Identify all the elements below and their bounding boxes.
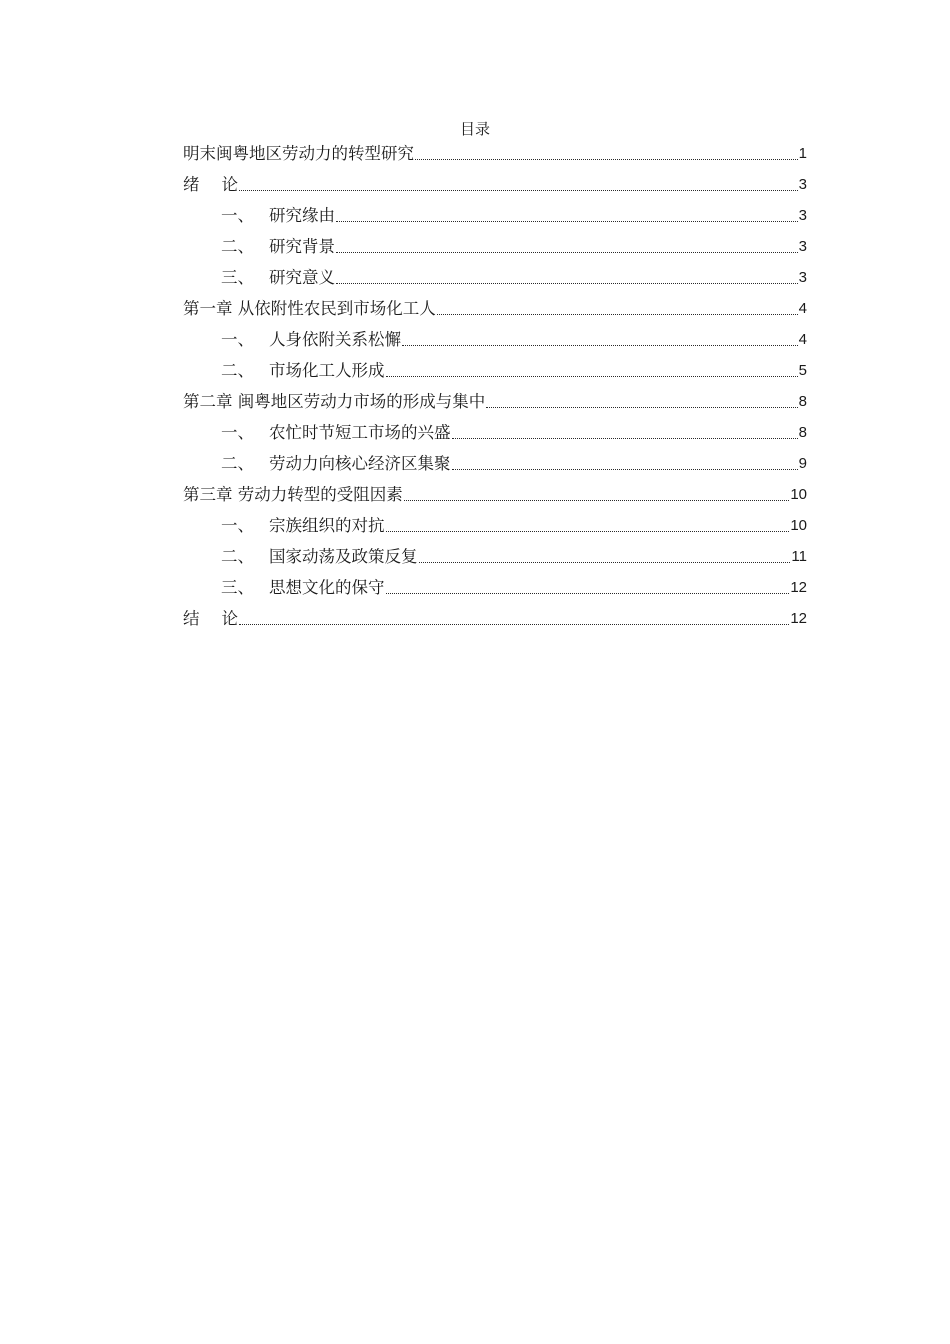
dot-leader bbox=[336, 231, 798, 262]
toc-page-number: 10 bbox=[790, 517, 807, 534]
toc-subentry[interactable] bbox=[183, 417, 807, 448]
dot-leader bbox=[452, 448, 798, 479]
dot-leader bbox=[437, 293, 798, 324]
toc-entry-marker: 一、 bbox=[221, 516, 254, 535]
toc-entry-conclusion[interactable] bbox=[183, 603, 807, 634]
toc-entry-label: 宗族组织的对抗 bbox=[269, 516, 385, 535]
toc-entry-label-part: 绪 bbox=[183, 175, 222, 194]
dot-leader bbox=[415, 138, 798, 169]
toc-entry-marker: 一、 bbox=[221, 206, 254, 225]
toc-entry-marker: 二、 bbox=[221, 454, 254, 473]
toc-page-number: 3 bbox=[798, 176, 807, 193]
toc-page-number: 8 bbox=[798, 424, 807, 441]
toc-entry-title[interactable] bbox=[183, 138, 807, 169]
toc-subentry[interactable] bbox=[183, 448, 807, 479]
toc-subentry[interactable] bbox=[183, 324, 807, 355]
toc-entry-label: 第一章 从依附性农民到市场化工人 bbox=[183, 299, 436, 318]
toc-subentry[interactable] bbox=[183, 200, 807, 231]
dot-leader bbox=[336, 262, 798, 293]
toc-page-number: 11 bbox=[791, 548, 807, 565]
dot-leader bbox=[239, 603, 789, 634]
toc-entry-marker: 二、 bbox=[221, 547, 254, 566]
toc-page-number: 3 bbox=[798, 207, 807, 224]
toc-entry-label: 国家动荡及政策反复 bbox=[269, 547, 418, 566]
dot-leader bbox=[419, 541, 791, 572]
toc-entry-marker: 一、 bbox=[221, 330, 254, 349]
toc-entry-marker: 二、 bbox=[221, 237, 254, 256]
dot-leader bbox=[452, 417, 798, 448]
toc-subentry[interactable] bbox=[183, 262, 807, 293]
toc-page-number: 4 bbox=[798, 300, 807, 317]
toc-subentry[interactable] bbox=[183, 510, 807, 541]
toc-subentry[interactable] bbox=[183, 541, 807, 572]
toc-entry-label: 市场化工人形成 bbox=[269, 361, 385, 380]
toc-entry-label: 农忙时节短工市场的兴盛 bbox=[269, 423, 451, 442]
toc-entry-marker: 三、 bbox=[221, 268, 254, 287]
toc-page-number: 8 bbox=[798, 393, 807, 410]
toc-page-number: 10 bbox=[790, 486, 807, 503]
toc-entry-introduction[interactable] bbox=[183, 169, 807, 200]
toc-subentry[interactable] bbox=[183, 231, 807, 262]
toc-page-number: 4 bbox=[798, 331, 807, 348]
toc-entry-label: 思想文化的保守 bbox=[269, 578, 385, 597]
toc-page-number: 12 bbox=[790, 610, 807, 627]
toc-page-number: 5 bbox=[798, 362, 807, 379]
toc-entry-label: 人身依附关系松懈 bbox=[269, 330, 401, 349]
toc-page-number: 3 bbox=[798, 238, 807, 255]
toc-entry-label: 第三章 劳动力转型的受阻因素 bbox=[183, 485, 403, 504]
toc-entry-label: 劳动力向核心经济区集聚 bbox=[269, 454, 451, 473]
toc-page-number: 3 bbox=[798, 269, 807, 286]
dot-leader bbox=[386, 572, 790, 603]
toc-entry-label: 研究缘由 bbox=[269, 206, 335, 225]
toc-entry-label-part: 结 bbox=[183, 609, 222, 628]
toc-entry-chapter-2[interactable] bbox=[183, 386, 807, 417]
dot-leader bbox=[336, 200, 798, 231]
toc-entry-label-part: 论 bbox=[221, 175, 238, 194]
toc-title: 目录 bbox=[459, 120, 490, 138]
toc-entry-marker: 一、 bbox=[221, 423, 254, 442]
toc-entry-label: 研究背景 bbox=[269, 237, 335, 256]
toc-page-number: 9 bbox=[798, 455, 807, 472]
toc-page-number: 12 bbox=[790, 579, 807, 596]
dot-leader bbox=[386, 510, 790, 541]
toc-entry-label: 明末闽粤地区劳动力的转型研究 bbox=[183, 144, 414, 163]
toc-page-number: 1 bbox=[798, 145, 807, 162]
toc-entry-label: 研究意义 bbox=[269, 268, 335, 287]
dot-leader bbox=[402, 324, 798, 355]
dot-leader bbox=[486, 386, 797, 417]
dot-leader bbox=[239, 169, 798, 200]
dot-leader bbox=[386, 355, 798, 386]
toc-entry-label-part: 论 bbox=[221, 609, 238, 628]
dot-leader bbox=[404, 479, 790, 510]
toc-entry-label: 第二章 闽粤地区劳动力市场的形成与集中 bbox=[183, 392, 486, 411]
toc-entry-marker: 二、 bbox=[221, 361, 254, 380]
toc-subentry[interactable] bbox=[183, 355, 807, 386]
toc-entry-chapter-1[interactable] bbox=[183, 293, 807, 324]
toc-entry-chapter-3[interactable] bbox=[183, 479, 807, 510]
toc-subentry[interactable] bbox=[183, 572, 807, 603]
toc-entry-marker: 三、 bbox=[221, 578, 254, 597]
table-of-contents bbox=[183, 138, 807, 634]
